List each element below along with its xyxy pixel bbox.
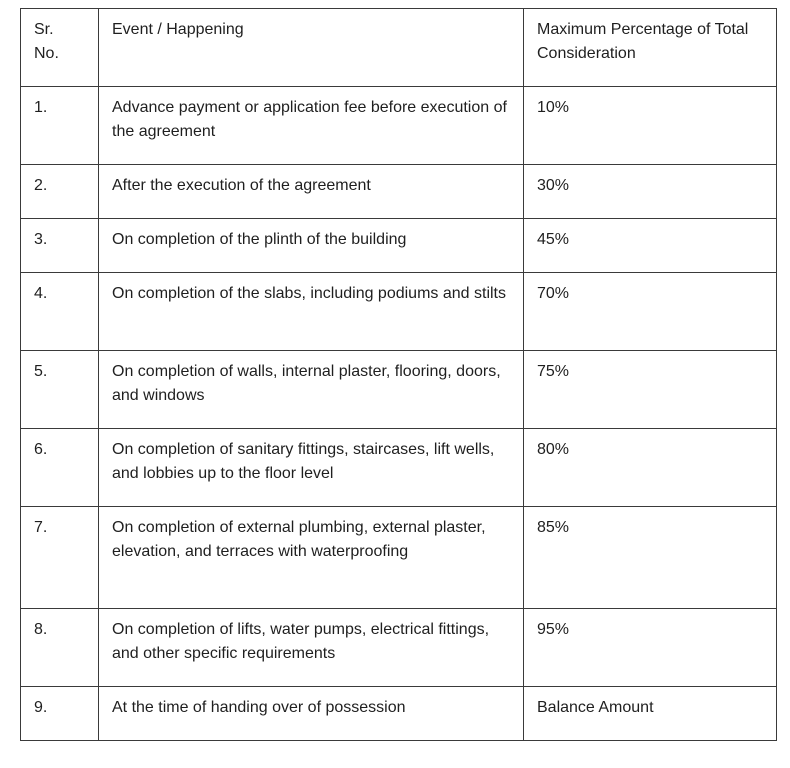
payment-schedule-container (20, 8, 777, 741)
row-percentage: 10% (524, 87, 777, 165)
row-percentage: 85% (524, 507, 777, 609)
row-percentage: 30% (524, 165, 777, 219)
row-percentage: 80% (524, 429, 777, 507)
row-sr-no: 6. (21, 429, 99, 507)
table-row (21, 87, 777, 165)
table-row (21, 351, 777, 429)
table-row (21, 507, 777, 609)
row-event: On completion of the slabs, including podiums and stilts (99, 273, 524, 351)
table-row (21, 219, 777, 273)
row-event: On completion of lifts, water pumps, electrical fittings, and other specific requirements (99, 609, 524, 687)
table-header-row (21, 9, 777, 87)
row-sr-no: 7. (21, 507, 99, 609)
header-percentage: Maximum Percentage of Total Consideration (524, 9, 777, 87)
row-percentage: 95% (524, 609, 777, 687)
payment-schedule-table (20, 8, 777, 741)
table-row (21, 609, 777, 687)
row-event: On completion of external plumbing, external plaster, elevation, and terraces with waterproofing (99, 507, 524, 609)
row-event: Advance payment or application fee before execution of the agreement (99, 87, 524, 165)
table-row (21, 429, 777, 507)
header-event: Event / Happening (99, 9, 524, 87)
table-row (21, 687, 777, 741)
row-sr-no: 9. (21, 687, 99, 741)
row-sr-no: 1. (21, 87, 99, 165)
table-row (21, 165, 777, 219)
row-percentage: Balance Amount (524, 687, 777, 741)
row-sr-no: 2. (21, 165, 99, 219)
row-sr-no: 8. (21, 609, 99, 687)
row-percentage: 70% (524, 273, 777, 351)
header-sr-no: Sr. No. (21, 9, 99, 87)
row-event: On completion of the plinth of the building (99, 219, 524, 273)
row-percentage: 45% (524, 219, 777, 273)
row-event: After the execution of the agreement (99, 165, 524, 219)
row-percentage: 75% (524, 351, 777, 429)
table-row (21, 273, 777, 351)
row-event: At the time of handing over of possession (99, 687, 524, 741)
row-event: On completion of walls, internal plaster, flooring, doors, and windows (99, 351, 524, 429)
row-sr-no: 4. (21, 273, 99, 351)
row-sr-no: 3. (21, 219, 99, 273)
row-sr-no: 5. (21, 351, 99, 429)
row-event: On completion of sanitary fittings, staircases, lift wells, and lobbies up to the floor level (99, 429, 524, 507)
